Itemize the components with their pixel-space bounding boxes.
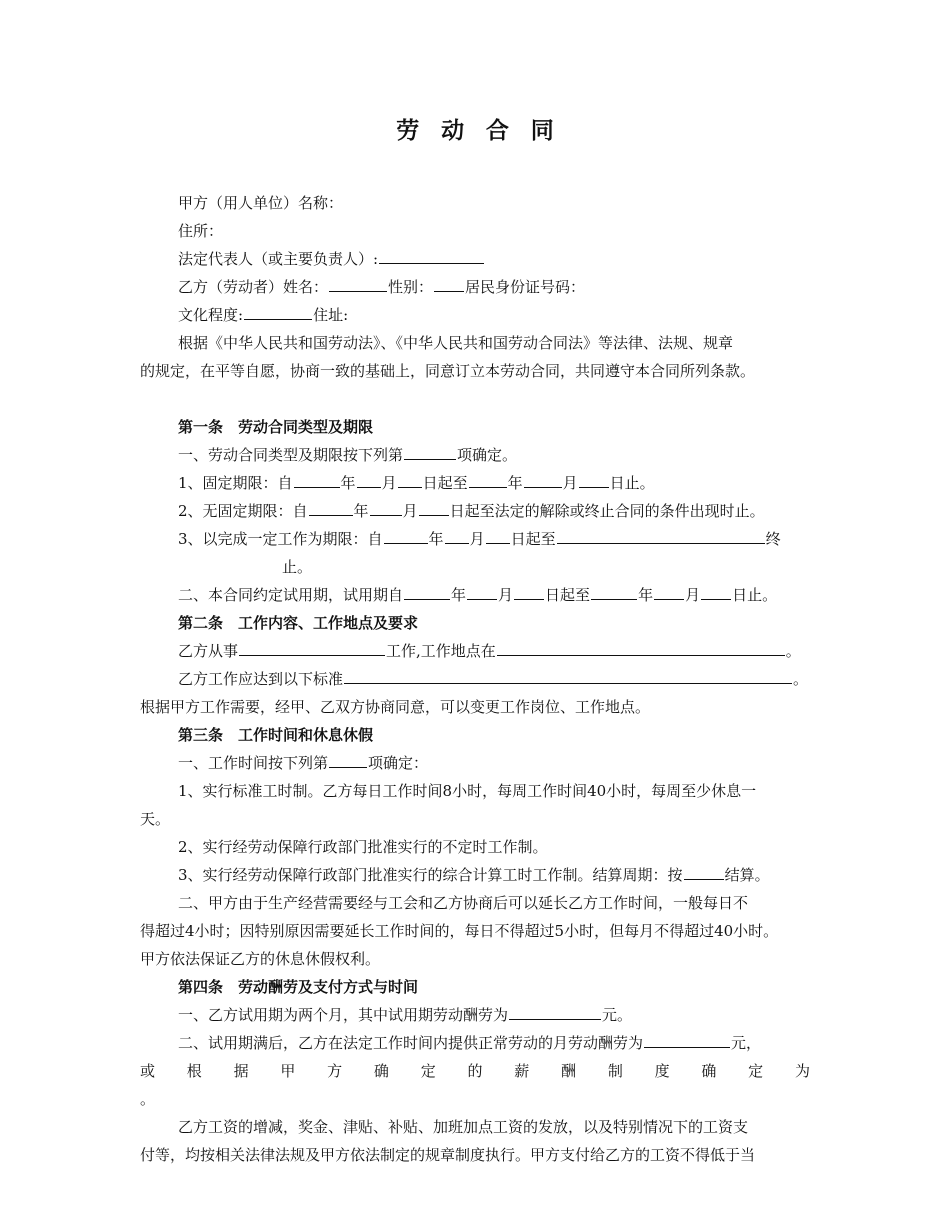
- intro-text-end: 项确定：: [368, 754, 429, 772]
- unit: 日止。: [609, 474, 655, 492]
- spread-char: 确: [373, 1062, 389, 1080]
- unit: 月: [498, 586, 514, 604]
- period: 。: [793, 670, 809, 688]
- unit: 年: [451, 586, 467, 604]
- article-4-heading: 第四条 劳动酬劳及支付方式与时间: [178, 978, 419, 996]
- legal-rep-blank: [379, 249, 484, 264]
- party-a-address: 住所：: [178, 222, 224, 240]
- spread-char: 根: [186, 1062, 202, 1080]
- spread-char: 甲: [280, 1062, 296, 1080]
- unit: 日起至: [422, 474, 468, 492]
- article-2-heading: 第二条 工作内容、工作地点及要求: [178, 614, 419, 632]
- blank: [384, 529, 428, 544]
- unit: 年: [638, 586, 654, 604]
- location-blank: [497, 641, 785, 656]
- salary-system-row: [140, 1061, 810, 1081]
- spread-char: 酬: [561, 1062, 577, 1080]
- flexible-hours: 2、实行经劳动保障行政部门批准实行的不定时工作制。: [178, 838, 548, 856]
- party-b-name-blank: [329, 277, 387, 292]
- residence-label: 住址:: [313, 306, 349, 324]
- blank: [357, 473, 381, 488]
- spread-char: 据: [233, 1062, 249, 1080]
- wage-line-1: 乙方工资的增减，奖金、津贴、补贴、加班加点工资的发放，以及特别情况下的工资支: [178, 1118, 749, 1136]
- blank: [294, 473, 340, 488]
- spread-char: 为: [794, 1062, 810, 1080]
- unit: 月: [402, 502, 418, 520]
- worktime-intro: [178, 753, 428, 773]
- overtime-line-2: 得超过4小时；因特别原因需要延长工作时间的，每日不得超过5小时，但每月不得超过40小时。: [140, 922, 779, 940]
- unit: 月: [381, 474, 397, 492]
- education-label: 文化程度:: [178, 306, 244, 324]
- open-label: 2、无固定期限：自: [178, 502, 308, 520]
- article-1-heading: 第一条 劳动合同类型及期限: [178, 418, 374, 436]
- blank: [591, 585, 637, 600]
- legal-rep-label: 法定代表人（或主要负责人）:: [178, 250, 379, 268]
- unit: 日起至: [510, 530, 556, 548]
- comprehensive-label: 3、实行经劳动保障行政部门批准实行的综合计算工时工作制。结算周期：按: [178, 866, 683, 884]
- item-blank: [404, 445, 456, 460]
- intro-text: 一、劳动合同类型及期限按下列第: [178, 446, 404, 464]
- salary-system-end: 。: [140, 1090, 156, 1108]
- unit: 日起至: [545, 586, 591, 604]
- spread-char: 方: [327, 1062, 343, 1080]
- task-term-end: 止。: [282, 558, 313, 576]
- monthly-pay-row: [178, 1033, 761, 1053]
- spread-char: 定: [748, 1062, 764, 1080]
- blank: [524, 473, 562, 488]
- probation-label: 二、本合同约定试用期，试用期自: [178, 586, 404, 604]
- article-1-intro: [178, 445, 517, 465]
- unit: 年: [340, 474, 356, 492]
- article-3-heading: 第三条 工作时间和休息休假: [178, 726, 374, 744]
- wage-line-2: 付等，均按相关法律法规及甲方依法制定的规章制度执行。甲方支付给乙方的工资不得低于当: [140, 1146, 756, 1164]
- fixed-term-row: [178, 473, 655, 493]
- spread-char: 的: [467, 1062, 483, 1080]
- party-b-row: [178, 277, 585, 297]
- spread-char: 度: [654, 1062, 670, 1080]
- unit: 日止。: [732, 586, 778, 604]
- trial-pay-label: 一、乙方试用期为两个月，其中试用期劳动酬劳为: [178, 1006, 509, 1024]
- task-label: 3、以完成一定工作为期限：自: [178, 530, 383, 548]
- standard-hours-line-2: 天。: [140, 810, 171, 828]
- change-text: 根据甲方工作需要，经甲、乙双方协商同意，可以变更工作岗位、工作地点。: [140, 698, 651, 716]
- blank: [557, 529, 765, 544]
- spread-char: 或: [140, 1062, 156, 1080]
- legal-representative: [178, 249, 485, 269]
- blank: [404, 585, 450, 600]
- unit: 月: [469, 530, 485, 548]
- intro-text-end: 项确定。: [457, 446, 518, 464]
- spread-char: 薪: [514, 1062, 530, 1080]
- unit: 年: [428, 530, 444, 548]
- overtime-line-1: 二、甲方由于生产经营需要经与工会和乙方协商后可以延长乙方工作时间，一般每日不: [178, 894, 749, 912]
- document-title: 劳动合同: [396, 118, 576, 144]
- spread-char: 制: [607, 1062, 623, 1080]
- blank: [486, 529, 510, 544]
- intro-text: 一、工作时间按下列第: [178, 754, 329, 772]
- trial-pay-row: [178, 1005, 632, 1025]
- comprehensive-end: 结算。: [724, 866, 770, 884]
- preamble-line-2: 的规定，在平等自愿，协商一致的基础上，同意订立本劳动合同，共同遵守本合同所列条款。: [140, 362, 756, 380]
- unit: 日起至法定的解除或终止合同的条件出现时止。: [449, 502, 765, 520]
- probation-row: [178, 585, 777, 605]
- blank: [467, 585, 497, 600]
- fixed-label: 1、固定期限：自: [178, 474, 293, 492]
- task-term-row: [178, 529, 781, 549]
- standard-hours-line-1: 1、实行标准工时制。乙方每日工作时间8小时，每周工作时间40小时，每周至少休息一: [178, 782, 757, 800]
- gender-label: 性别：: [388, 278, 434, 296]
- gender-blank: [434, 277, 464, 292]
- standard-blank: [344, 669, 792, 684]
- unit: 年: [353, 502, 369, 520]
- blank: [370, 501, 402, 516]
- blank: [514, 585, 544, 600]
- blank: [469, 473, 507, 488]
- id-label: 居民身份证号码：: [465, 278, 586, 296]
- open-term-row: [178, 501, 765, 521]
- period-blank: [684, 865, 724, 880]
- spread-char: 定: [420, 1062, 436, 1080]
- comprehensive-hours: [178, 865, 770, 885]
- blank: [309, 501, 353, 516]
- overtime-line-3: 甲方依法保证乙方的休息休假权利。: [140, 950, 381, 968]
- unit: 月: [562, 474, 578, 492]
- blank: [445, 529, 469, 544]
- monthly-pay-blank: [644, 1033, 730, 1048]
- spread-char: 确: [701, 1062, 717, 1080]
- blank: [654, 585, 684, 600]
- education-blank: [244, 305, 312, 320]
- blank: [579, 473, 609, 488]
- blank: [701, 585, 731, 600]
- unit: 月: [685, 586, 701, 604]
- item-blank: [329, 753, 367, 768]
- job-label: 乙方从事: [178, 642, 239, 660]
- job-row: [178, 641, 801, 661]
- trial-pay-blank: [509, 1005, 601, 1020]
- location-label: 工作,工作地点在: [386, 642, 496, 660]
- currency-unit: 元，: [731, 1034, 762, 1052]
- standard-label: 乙方工作应达到以下标准: [178, 670, 344, 688]
- job-blank: [239, 641, 385, 656]
- party-a-name: 甲方（用人单位）名称：: [178, 194, 344, 212]
- blank: [398, 473, 422, 488]
- party-b-name-label: 乙方（劳动者）姓名：: [178, 278, 329, 296]
- unit: 终: [765, 530, 781, 548]
- education-row: [178, 305, 348, 325]
- preamble-line-1: 根据《中华人民共和国劳动法》、《中华人民共和国劳动合同法》等法律、法规、规章: [178, 334, 734, 352]
- blank: [419, 501, 449, 516]
- currency-unit: 元。: [602, 1006, 633, 1024]
- unit: 年: [507, 474, 523, 492]
- monthly-pay-label: 二、试用期满后，乙方在法定工作时间内提供正常劳动的月劳动酬劳为: [178, 1034, 644, 1052]
- period: 。: [785, 642, 801, 660]
- standard-row: [178, 669, 808, 689]
